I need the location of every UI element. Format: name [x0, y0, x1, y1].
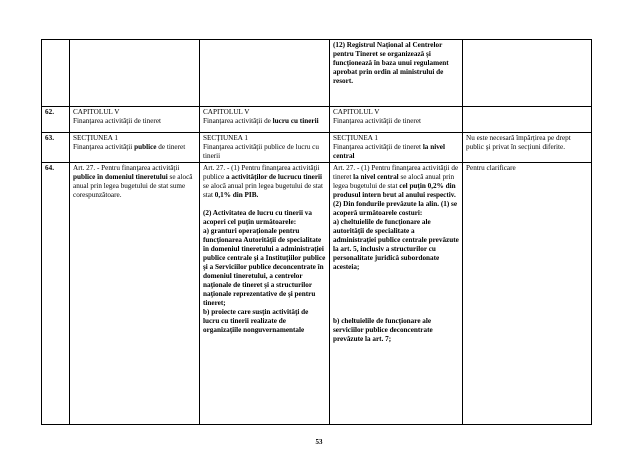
- chapter-title: CAPITOLUL V: [203, 108, 250, 116]
- article-text: se alocă anual prin legea bugetului de stat: [333, 173, 455, 190]
- section-text: Finanţarea activităţii publice de lucru cu tinerii: [203, 143, 319, 160]
- section-title: SECŢIUNEA 1: [73, 134, 118, 142]
- cell-amendment: [330, 40, 463, 107]
- paragraph-a: a) granturi operaţionale pentru funcţionarea Autorităţii de specialitate în domeniul tineretului a administraţiei publice centrale şi a Instituţiilor publice şi a Serviciilor publice deconcentrate în domeniul tineretului, a centrelor naţionale de tineret şi a structurilor naţionale reprezentative de şi pentru tineret;: [203, 227, 326, 307]
- section-text: Finanţarea activităţii: [73, 143, 135, 151]
- article-text: se alocă anual prin legea bugetului de stat sume corespunzătoare.: [73, 173, 193, 199]
- amendment-text: (12) Registrul Național al Centrelor pentru Tineret se organizează și funcționează în baza unui regulament aprobat prin ordin al ministrului de resort.: [333, 41, 449, 85]
- chapter-title: CAPITOLUL V: [73, 108, 120, 116]
- row-number: 63.: [42, 133, 70, 163]
- cell-motivation: [463, 40, 592, 107]
- cell-amendment: [330, 133, 463, 163]
- chapter-text-bold: lucru cu tinerii: [272, 117, 319, 125]
- cell-current-law: [70, 107, 200, 133]
- paragraph-b: b) proiecte care susţin activităţi de lucru cu tinerii realizate de organizaţiile nonguvernamentale: [203, 308, 309, 334]
- article-text: se alocă anual prin legea bugetului de stat stat: [203, 182, 323, 199]
- table-row: [42, 133, 592, 163]
- chapter-text: Finanțarea activităţii de tineret: [333, 117, 422, 125]
- table-row: [42, 107, 592, 133]
- article-text-bold: 0,1% din PIB.: [214, 191, 259, 199]
- paragraph-2: (2) Din fondurile prevăzute la alin. (1) se acoperă următoarele costuri:: [333, 200, 458, 217]
- section-title: SECŢIUNEA 1: [333, 134, 378, 142]
- chapter-text: Finanțarea activităţii de tineret: [73, 117, 162, 125]
- cell-proposal: [200, 107, 330, 133]
- chapter-text: Finanțarea activităţii de: [203, 117, 273, 125]
- cell-proposal: [200, 133, 330, 163]
- article-text-bold: la nivel central: [353, 173, 399, 181]
- cell-motivation: Nu este necesară împărțirea pe drept public şi privat în secțiuni diferite.: [463, 133, 592, 163]
- page-number: 53: [315, 438, 323, 446]
- cell-current-law: [70, 40, 200, 107]
- cell-number: [42, 40, 70, 107]
- cell-motivation: [463, 107, 592, 133]
- section-text-bold: publice: [134, 143, 157, 151]
- paragraph-a: a) cheltuielile de funcţionare ale autorităţii de specialitate a administraţiei publice centrale prevăzute la art. 5, inclusiv a structurilor cu personalitate juridică subordonate acesteia;: [333, 218, 459, 271]
- article-text-bold: cel puţin 0,2% din produsul intern brut al anului respectiv.: [333, 182, 456, 199]
- table-row: [42, 40, 592, 107]
- section-text-bold: la nivel central: [333, 143, 445, 160]
- section-text: Finanţarea activităţii de tineret: [333, 143, 423, 151]
- chapter-title: CAPITOLUL V: [333, 108, 380, 116]
- cell-proposal: [200, 40, 330, 107]
- section-text: de tineret: [156, 143, 186, 151]
- table-row: [42, 163, 592, 425]
- paragraph-b: b) cheltuielile de funcţionare ale serviciilor publice deconcentrate prevăzute la art. 7;: [333, 317, 433, 343]
- article-text: Art. 27. - (1) Pentru finanţarea activităţii publice: [203, 164, 320, 181]
- row-number: 64.: [42, 163, 70, 425]
- article-text-bold: a activităților de lucrucu tinerii: [225, 173, 323, 181]
- row-number: 62.: [42, 107, 70, 133]
- article-text-bold: publice în domeniul tineretului: [73, 173, 168, 181]
- cell-amendment: [330, 107, 463, 133]
- cell-current-law: [70, 163, 200, 425]
- article-text: Art. 27. - Pentru finanţarea activităţii: [73, 164, 180, 172]
- comparison-table: [41, 39, 592, 425]
- cell-proposal: [200, 163, 330, 425]
- paragraph-2: (2) Activitatea de lucru cu tinerii va acoperi cel puţin următoarele:: [203, 209, 312, 226]
- cell-amendment: [330, 163, 463, 425]
- cell-motivation: Pentru clarificare: [463, 163, 592, 425]
- section-title: SECŢIUNEA 1: [203, 134, 248, 142]
- article-text: Art. 27. - (1) Pentru finanţarea activităţii de tineret: [333, 164, 459, 181]
- cell-current-law: [70, 133, 200, 163]
